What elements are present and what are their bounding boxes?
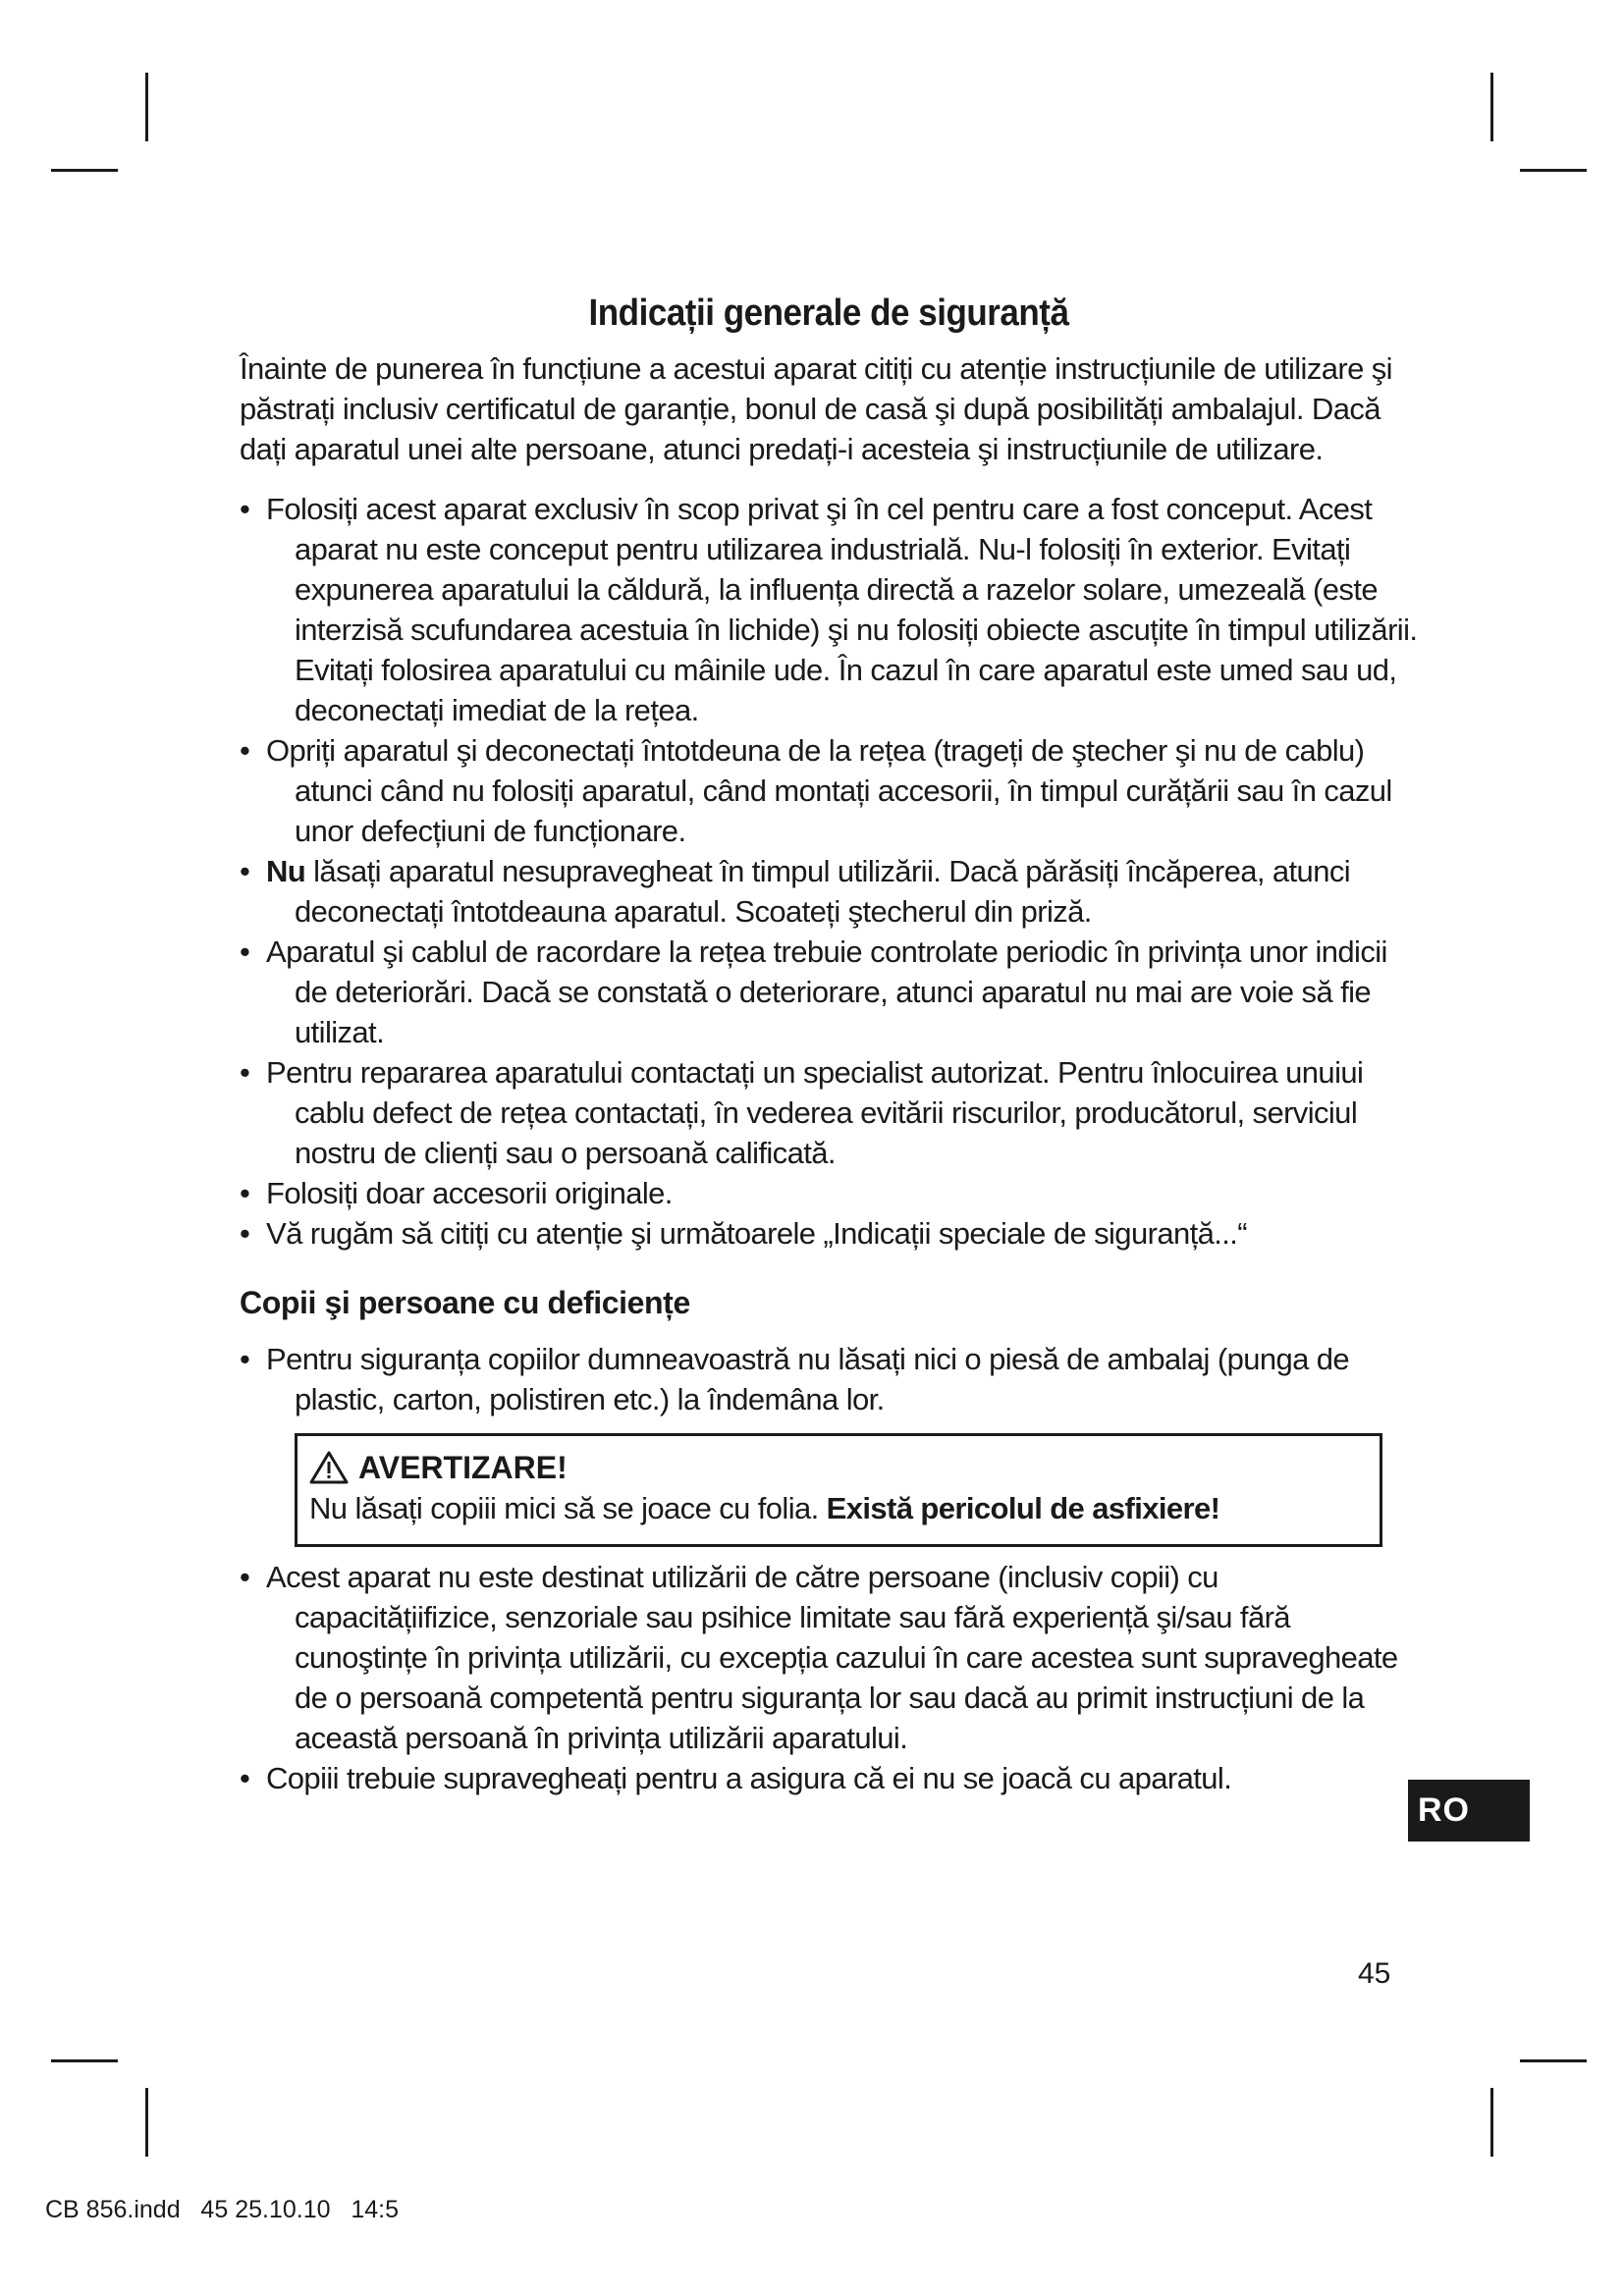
- print-slug: CB 856.indd 45 25.10.10 14:5: [45, 2196, 399, 2223]
- warning-box: [295, 1433, 1382, 1547]
- list-item: • Folosiți doar accesorii originale.: [240, 1173, 1418, 1213]
- list-item: • Opriți aparatul şi deconectați întotdeuna de la rețea (trageți de ştecher şi nu de cablu) atunci când nu folosiți aparatul, când montați accesorii, în timpul curățării sau în cazul unor defecțiuni de funcționare.: [240, 730, 1418, 851]
- crop-mark-bottom-left-vertical: [145, 2088, 148, 2157]
- bullet-icon: •: [240, 934, 250, 969]
- general-safety-list: [240, 489, 1418, 1254]
- list-item: • Vă rugăm să citiți cu atenție şi următoarele „Indicații speciale de siguranță...“: [240, 1213, 1418, 1254]
- bullet-icon: •: [240, 1055, 250, 1090]
- bullet-icon: •: [240, 854, 250, 888]
- children-safety-list: [240, 1339, 1418, 1419]
- language-tab: RO: [1408, 1780, 1530, 1842]
- warning-triangle-icon: [309, 1451, 349, 1484]
- list-item: • Aparatul şi cablul de racordare la rețea trebuie controlate periodic în privința unor indicii de deteriorări. Dacă se constată o deteriorare, atunci aparatul nu mai are voie să fie utilizat.: [240, 932, 1418, 1052]
- bullet-icon: •: [240, 1761, 250, 1795]
- crop-mark-top-right-horizontal: [1520, 169, 1587, 172]
- crop-mark-top-right-vertical: [1490, 73, 1493, 141]
- crop-mark-bottom-left-horizontal: [51, 2059, 118, 2062]
- bullet-icon: •: [240, 733, 250, 768]
- bullet-icon: •: [240, 1176, 250, 1210]
- bold-emphasis: Nu: [266, 854, 306, 888]
- bullet-icon: •: [240, 1342, 250, 1376]
- page-content: [240, 275, 1418, 1798]
- section-heading-children: Copii şi persoane cu deficiențe: [240, 1285, 690, 1320]
- warning-heading: [309, 1446, 1368, 1489]
- warning-emphasis: Există pericolul de asfixiere!: [826, 1491, 1220, 1525]
- list-item: • Pentru repararea aparatului contactați un specialist autorizat. Pentru înlocuirea unuiui cablu defect de rețea contactați, în vederea evitării riscurilor, producătorul, serviciul nostru de clienți sau o persoană calificată.: [240, 1052, 1418, 1173]
- crop-mark-top-left-horizontal: [51, 169, 118, 172]
- bullet-icon: •: [240, 1216, 250, 1251]
- bullet-icon: •: [240, 1560, 250, 1594]
- list-item: • Acest aparat nu este destinat utilizării de către persoane (inclusiv copii) cu capacitățiifizice, senzoriale sau psihice limitate sau fără experiență şi/sau fără cunoştințe în privința utilizării, cu excepția cazului în care acestea sunt supravegheate de o persoană competentă pentru siguranța lor sau dacă au primit instrucțiuni de la această persoană în privința utilizării aparatului.: [240, 1557, 1418, 1758]
- bullet-icon: •: [240, 492, 250, 526]
- list-item: • Nu lăsați aparatul nesupravegheat în timpul utilizării. Dacă părăsiți încăperea, atunci deconectați întotdeauna aparatul. Scoateți ştecherul din priză.: [240, 851, 1418, 932]
- crop-mark-top-left-vertical: [145, 73, 148, 141]
- list-item: • Copiii trebuie supravegheați pentru a asigura că ei nu se joacă cu aparatul.: [240, 1758, 1418, 1798]
- intro-paragraph: Înainte de punerea în funcțiune a acestui aparat citiți cu atenție instrucțiunile de utilizare şi păstrați inclusiv certificatul de garanție, bonul de casă şi după posibilități ambalajul. Dacă dați aparatul unei alte persoane, atunci predați-i acesteia şi instrucțiunile de utilizare.: [240, 351, 1392, 466]
- crop-mark-bottom-right-vertical: [1490, 2088, 1493, 2157]
- children-safety-list-continued: [240, 1557, 1418, 1798]
- page-title: Indicații generale de siguranță: [588, 293, 1069, 334]
- warning-text: Nu lăsați copiii mici să se joace cu folia. Există pericolul de asfixiere!: [309, 1491, 1220, 1525]
- list-item: • Pentru siguranța copiilor dumneavoastră nu lăsați nici o piesă de ambalaj (punga de plastic, carton, polistiren etc.) la îndemâna lor.: [240, 1339, 1418, 1419]
- page-number: 45: [1358, 1957, 1391, 1990]
- list-item: • Folosiți acest aparat exclusiv în scop privat şi în cel pentru care a fost conceput. Acest aparat nu este conceput pentru utilizarea industrială. Nu-l folosiți în exterior. Evitați expunerea aparatului la căldură, la influența directă a razelor solare, umezeală (este interzisă scufundarea acestuia în lichide) şi nu folosiți obiecte ascuțite în timpul utilizării. Evitați folosirea aparatului cu mâinile ude. În cazul în care aparatul este umed sau ud, deconectați imediat de la rețea.: [240, 489, 1418, 730]
- crop-mark-bottom-right-horizontal: [1520, 2059, 1587, 2062]
- warning-label: AVERTIZARE!: [358, 1450, 568, 1485]
